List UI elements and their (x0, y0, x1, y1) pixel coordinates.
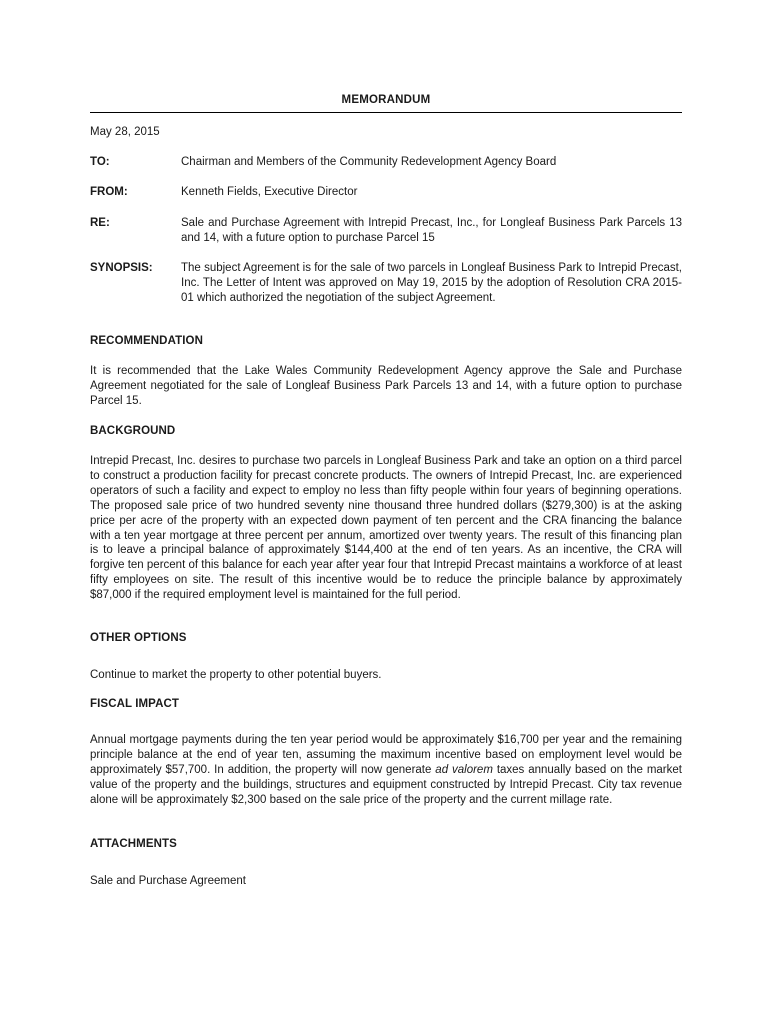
fiscal-text-part2: taxes annually based on the market value of the property and the buildings, structures and equipment constructed by Intrepid Precast. City tax revenue alone will be approximately $2,300 based on the sale price of the property and the current millage rate. (90, 763, 682, 806)
fiscal-text-italic: ad valorem (435, 763, 493, 776)
re-label: RE: (90, 217, 110, 229)
attachments-text: Sale and Purchase Agreement (90, 875, 246, 887)
from-field (90, 185, 682, 200)
memo-date: May 28, 2015 (90, 126, 160, 138)
attachments-heading: ATTACHMENTS (90, 838, 177, 850)
synopsis-value: The subject Agreement is for the sale of two parcels in Longleaf Business Park to Intrepid Precast, Inc. The Letter of Intent was approved on May 19, 2015 by the adoption of Resolution CRA 2015-01 which authorized the negotiation of the subject Agreement. (181, 262, 682, 304)
fiscal-impact-heading: FISCAL IMPACT (90, 698, 180, 710)
re-value: Sale and Purchase Agreement with Intrepid Precast, Inc., for Longleaf Business Park Parcels 13 and 14, with a future option to purchase Parcel 15 (181, 217, 682, 244)
synopsis-field (90, 261, 682, 306)
title-divider (90, 112, 682, 113)
to-field (90, 155, 682, 170)
fiscal-impact-text (90, 733, 682, 808)
from-value: Kenneth Fields, Executive Director (181, 186, 358, 198)
background-text: Intrepid Precast, Inc. desires to purchase two parcels in Longleaf Business Park and take an option on a third parcel to construct a production facility for precast concrete products. The owners of Intrepid Precast, Inc. are experienced operators of such a facility and expect to employ no less than fifty people within four years of beginning operations. The proposed sale price of two hundred seventy nine thousand three hundred dollars ($279,300) is at the asking price per acre of the property with an expected down payment of ten percent and the CRA financing the balance with a ten year mortgage at three percent per annum, amortized over twenty years. The result of this financing plan is to leave a principal balance of approximately $144,400 at the end of ten years. As an incentive, the CRA will forgive ten percent of this balance for each year after year four that Intrepid Precast maintains a workforce of at least fifty employees on site. The result of this incentive would be to reduce the principle balance by approximately $87,000 if the required employment level is maintained for the full period. (90, 455, 682, 602)
other-options-text: Continue to market the property to other potential buyers. (90, 669, 382, 681)
synopsis-label: SYNOPSIS: (90, 262, 153, 274)
to-label: TO: (90, 156, 110, 168)
background-heading: BACKGROUND (90, 425, 176, 437)
re-field (90, 216, 682, 246)
memo-title: MEMORANDUM (341, 94, 431, 106)
fiscal-text-part1: Annual mortgage payments during the ten year period would be approximately $16,700 per year and the remaining principle balance at the end of year ten, assuming the maximum incentive based on employment level would be approximately $57,700. In addition, the property will now generate (90, 734, 682, 776)
from-label: FROM: (90, 186, 128, 198)
recommendation-heading: RECOMMENDATION (90, 335, 203, 347)
to-value: Chairman and Members of the Community Redevelopment Agency Board (181, 156, 557, 168)
memo-page (90, 0, 682, 1024)
other-options-heading: OTHER OPTIONS (90, 632, 187, 644)
recommendation-text: It is recommended that the Lake Wales Community Redevelopment Agency approve the Sale and Purchase Agreement negotiated for the sale of Longleaf Business Park Parcels 13 and 14, with a future option to purchase Parcel 15. (90, 365, 682, 407)
